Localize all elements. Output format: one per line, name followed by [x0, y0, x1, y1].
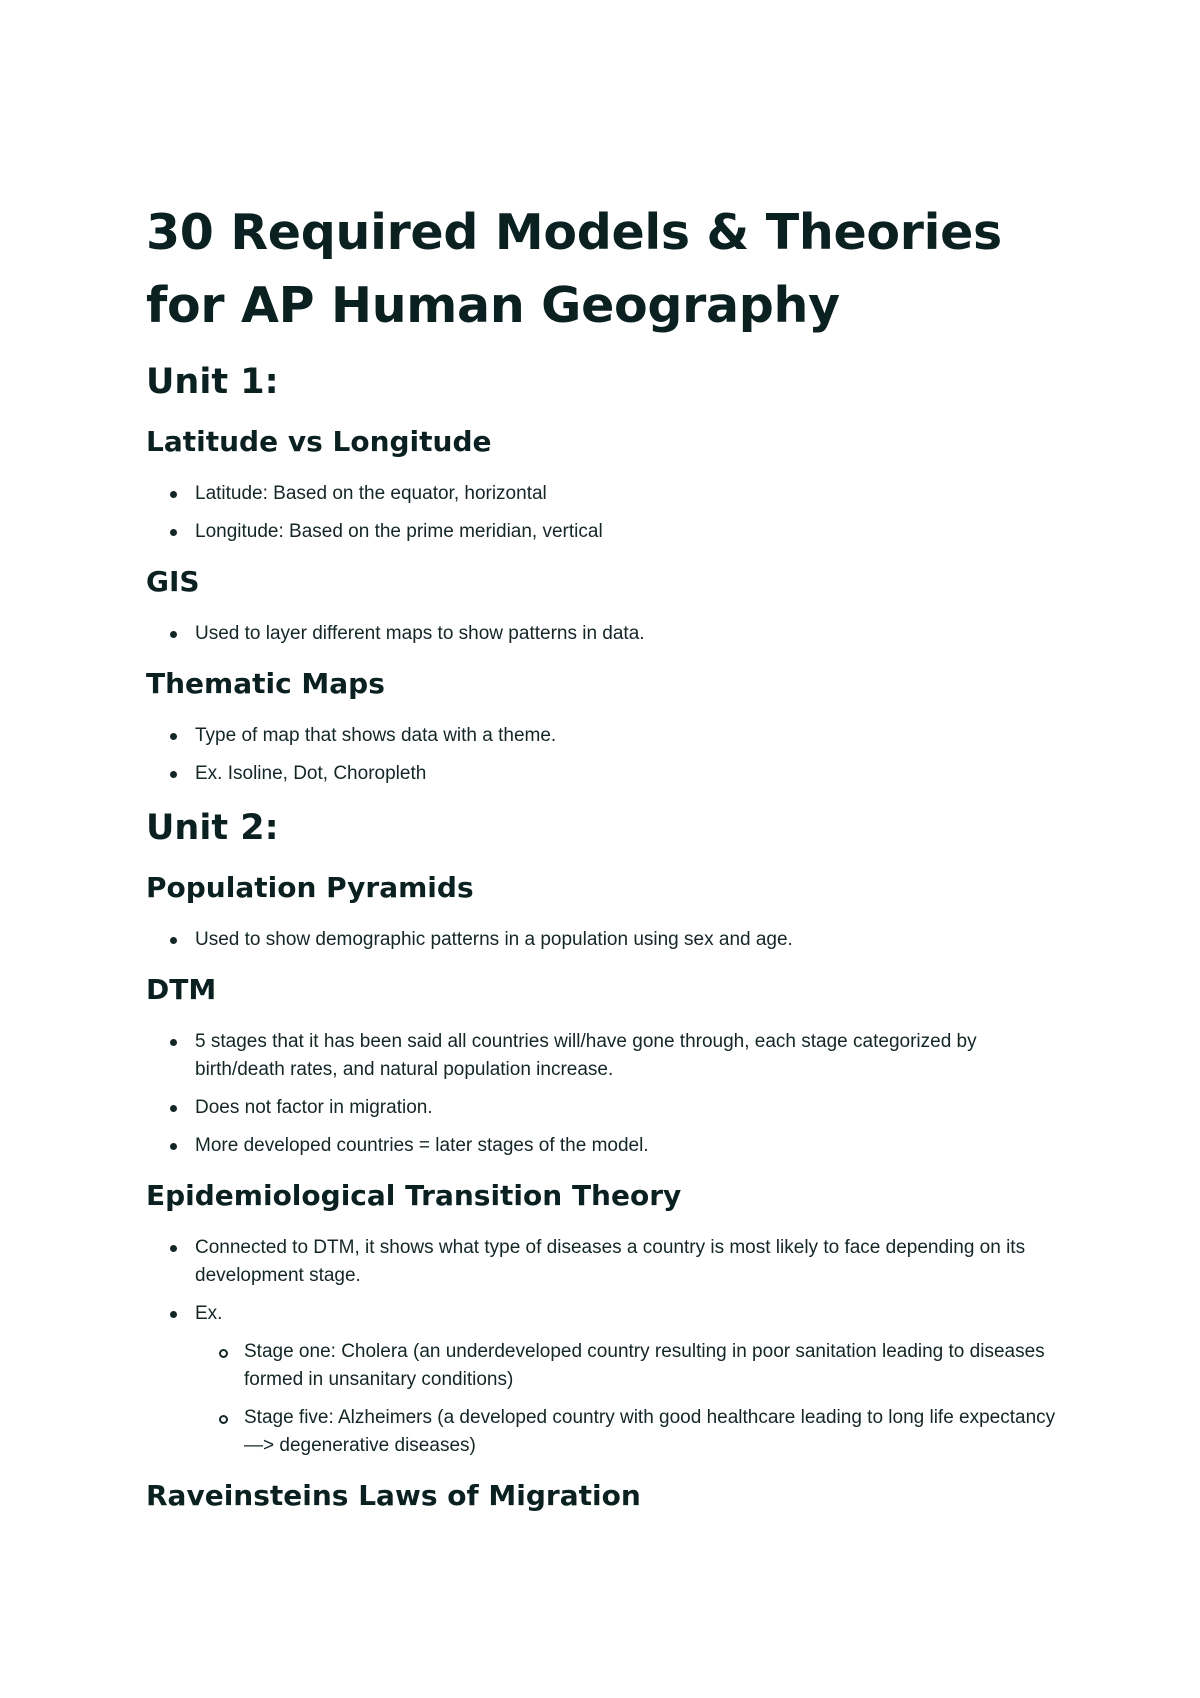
section-heading: GIS	[146, 565, 200, 598]
list-item: Used to show demographic patterns in a population using sex and age.	[146, 926, 1066, 954]
section-heading: Raveinsteins Laws of Migration	[146, 1479, 641, 1512]
bullet-list	[146, 926, 1066, 954]
section-heading: DTM	[146, 973, 217, 1006]
section	[146, 666, 1066, 788]
bullet-list	[146, 1028, 1066, 1160]
unit-heading: Unit 1:	[146, 362, 279, 402]
section-heading: Epidemiological Transition Theory	[146, 1179, 682, 1212]
section-heading: Thematic Maps	[146, 667, 385, 700]
section	[146, 972, 1066, 1160]
list-item	[146, 1300, 1066, 1460]
section-heading: Latitude vs Longitude	[146, 425, 492, 458]
unit-heading: Unit 2:	[146, 808, 279, 848]
list-item: Longitude: Based on the prime meridian, vertical	[146, 518, 1066, 546]
section	[146, 1178, 1066, 1460]
section	[146, 870, 1066, 954]
list-item: Used to layer different maps to show patterns in data.	[146, 620, 1066, 648]
page-title: 30 Required Models & Theories for AP Human Geography	[146, 204, 1002, 334]
section-heading: Population Pyramids	[146, 871, 474, 904]
list-item: 5 stages that it has been said all countries will/have gone through, each stage categorized by birth/death rates, and natural population increase.	[146, 1028, 1066, 1084]
document-page	[146, 196, 1066, 1534]
list-item: Latitude: Based on the equator, horizontal	[146, 480, 1066, 508]
list-item-text: Ex.	[195, 1303, 223, 1324]
list-item: Type of map that shows data with a theme.	[146, 722, 1066, 750]
section	[146, 424, 1066, 546]
list-item: Ex. Isoline, Dot, Choropleth	[146, 760, 1066, 788]
list-item: More developed countries = later stages of the model.	[146, 1132, 1066, 1160]
list-item: Does not factor in migration.	[146, 1094, 1066, 1122]
bullet-list	[146, 722, 1066, 788]
sub-list-item: Stage five: Alzheimers (a developed country with good healthcare leading to long life expectancy —> degenerative diseases)	[195, 1404, 1066, 1460]
section	[146, 1478, 1066, 1514]
sub-list-item: Stage one: Cholera (an underdeveloped country resulting in poor sanitation leading to diseases formed in unsanitary conditions)	[195, 1338, 1066, 1394]
bullet-list	[146, 1234, 1066, 1460]
bullet-list	[146, 480, 1066, 546]
list-item: Connected to DTM, it shows what type of diseases a country is most likely to face depending on its development stage.	[146, 1234, 1066, 1290]
sub-bullet-list	[195, 1338, 1066, 1460]
bullet-list	[146, 620, 1066, 648]
section	[146, 564, 1066, 648]
